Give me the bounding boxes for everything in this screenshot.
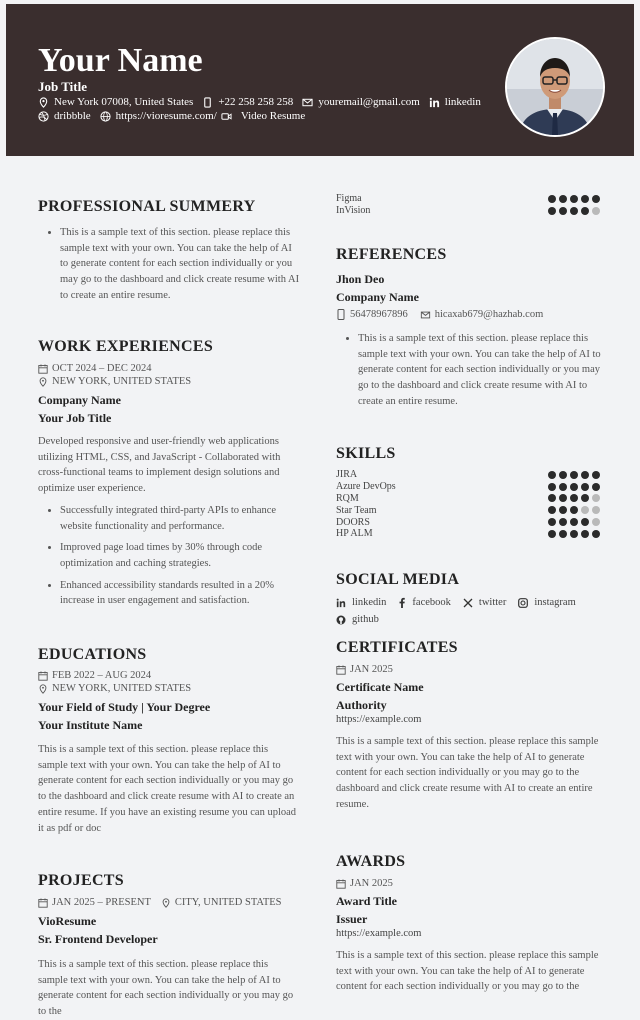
references-section [336, 246, 602, 416]
education-location-text: NEW YORK, UNITED STATES [52, 683, 192, 694]
location-pin-icon [38, 97, 49, 108]
skill-rating [548, 471, 600, 479]
skill-name: DOORS [336, 516, 370, 528]
work-heading: WORK EXPERIENCES [38, 338, 214, 355]
contact-phone: +22 258 258 258 [218, 96, 294, 108]
rating-dot-filled [581, 518, 589, 526]
mail-icon [420, 310, 431, 320]
work-description: Developed responsive and user-friendly web applications utilizing HTML, CSS, and JavaScript - Collaborated with cross-functional teams to implement design solutions and optimize user experience. [38, 436, 281, 495]
skill-row [336, 205, 602, 217]
calendar-icon [336, 665, 346, 675]
education-section [38, 646, 300, 836]
rating-dot-filled [548, 195, 556, 203]
reference-company: Company Name [336, 290, 419, 304]
skill-rating [548, 530, 600, 538]
reference-contact [336, 308, 602, 321]
rating-dot-filled [548, 506, 556, 514]
project-text: This is a sample text of this section. please replace this sample text with your own. You can take the help of AI to generate content for each section individually or you may go to the [38, 959, 294, 1018]
work-role: Your Job Title [38, 411, 112, 425]
skill-row [336, 493, 602, 505]
education-location [38, 682, 300, 695]
certificate-date-text: JAN 2025 [350, 664, 393, 675]
awards-section [336, 853, 602, 995]
social-linkedin[interactable] [336, 597, 386, 608]
skill-name: Star Team [336, 504, 377, 516]
social-instagram-label: instagram [534, 597, 576, 608]
skill-row [336, 193, 602, 205]
linkedin-icon [429, 97, 440, 108]
rating-dot-filled [570, 483, 578, 491]
social-facebook[interactable] [398, 597, 450, 608]
skill-name: JIRA [336, 469, 358, 481]
certificate-text: This is a sample text of this section. please replace this sample text with your own. You can take the help of AI to generate content for each section individually or you may go to the dashboard and click create resume with AI to create an entire resume. [336, 736, 599, 810]
skill-rating [548, 483, 600, 491]
award-date-text: JAN 2025 [350, 878, 393, 889]
award-url[interactable]: https://example.com [336, 928, 422, 939]
summary-heading: PROFESSIONAL SUMMERY [38, 198, 256, 215]
skill-name: Figma [336, 193, 362, 205]
social-instagram[interactable] [518, 597, 575, 608]
rating-dot-filled [592, 471, 600, 479]
certificate-url[interactable]: https://example.com [336, 714, 422, 725]
rating-dot-filled [559, 471, 567, 479]
skills-section [336, 445, 602, 540]
award-title: Award Title [336, 894, 398, 908]
contact-email[interactable]: youremail@gmail.com [318, 96, 420, 108]
rating-dot-filled [548, 530, 556, 538]
rating-dot-filled [592, 195, 600, 203]
location-pin-icon [38, 684, 48, 694]
phone-icon [202, 97, 213, 108]
reference-phone: 56478967896 [350, 309, 408, 320]
rating-dot-filled [570, 506, 578, 514]
summary-text: • This is a sample text of this section. please replace this sample text with your own. You can take the help of AI to generate content for each section individually or you may go to the dashboard and click create resume with AI to create an entire resume. [60, 225, 300, 304]
award-issuer: Issuer [336, 912, 368, 926]
work-location-text: NEW YORK, UNITED STATES [52, 376, 192, 387]
project-location: CITY, UNITED STATES [174, 897, 282, 908]
rating-dot-filled [559, 195, 567, 203]
skill-row [336, 469, 602, 481]
rating-dot-filled [592, 530, 600, 538]
skill-name: RQM [336, 492, 359, 504]
candidate-name: Your Name [38, 42, 203, 79]
work-bullet: • Enhanced accessibility standards resulted in a 20% increase in user engagement and satisfaction. [60, 578, 300, 609]
work-company: Company Name [38, 393, 121, 407]
social-facebook-label: facebook [412, 597, 451, 608]
reference-list [336, 331, 602, 410]
skill-row [336, 528, 602, 540]
rating-dot-filled [548, 471, 556, 479]
certificates-heading: CERTIFICATES [336, 639, 458, 656]
social-linkedin-label: linkedin [352, 597, 387, 608]
certificate-name: Certificate Name [336, 680, 424, 694]
work-bullets [38, 503, 300, 609]
skill-name: HP ALM [336, 528, 373, 540]
contact-video-resume[interactable]: Video Resume [240, 110, 306, 122]
rating-dot-filled [559, 506, 567, 514]
mail-icon [302, 97, 313, 108]
location-pin-icon [161, 898, 171, 908]
contact-row-1 [38, 96, 490, 108]
rating-dot-filled [559, 483, 567, 491]
skill-rating [548, 195, 600, 203]
education-date [38, 669, 300, 682]
x-twitter-icon [463, 598, 473, 608]
education-text: This is a sample text of this section. please replace this sample text with your own. You can take the help of AI to generate content for each section individually or you may go to the dashboard and click create resume with AI to create an entire resume. If you have an existing resume you can upload it as pdf or doc [38, 744, 297, 834]
rating-dot-filled [581, 494, 589, 502]
education-institute: Your Institute Name [38, 718, 143, 732]
rating-dot-filled [570, 518, 578, 526]
skill-rating [548, 518, 600, 526]
social-heading: SOCIAL MEDIA [336, 571, 460, 588]
contact-dribbble[interactable]: dribbble [54, 110, 91, 122]
rating-dot-filled [581, 530, 589, 538]
projects-heading: PROJECTS [38, 872, 124, 889]
globe-icon [100, 111, 111, 122]
rating-dot-filled [581, 483, 589, 491]
project-date: JAN 2025 – PRESENT [52, 897, 151, 908]
rating-dot-filled [559, 530, 567, 538]
avatar-illustration [507, 39, 603, 135]
contact-address: New York 07008, United States [54, 96, 194, 108]
references-heading: REFERENCES [336, 246, 447, 263]
reference-email[interactable]: hicaxab679@hazhab.com [434, 309, 544, 320]
skills-list [336, 469, 602, 540]
github-icon [336, 615, 346, 625]
social-section [336, 571, 602, 631]
work-bullet: • Improved page load times by 30% through code optimization and caching strategies. [60, 540, 300, 571]
rating-dot-empty [592, 506, 600, 514]
rating-dot-filled [548, 207, 556, 215]
resume-header [6, 4, 634, 156]
social-links [336, 597, 602, 631]
rating-dot-empty [592, 494, 600, 502]
work-section [38, 338, 300, 615]
skills-heading: SKILLS [336, 445, 396, 462]
education-date-text: FEB 2022 – AUG 2024 [52, 670, 152, 681]
awards-heading: AWARDS [336, 853, 406, 870]
skill-name: Azure DevOps [336, 481, 396, 493]
calendar-icon [38, 898, 48, 908]
calendar-icon [38, 671, 48, 681]
video-icon [221, 111, 232, 122]
award-text: This is a sample text of this section. please replace this sample text with your own. You can take the help of AI to generate content for each section individually or you may go to the [336, 950, 599, 993]
skill-row [336, 481, 602, 493]
linkedin-icon [336, 598, 346, 608]
rating-dot-filled [548, 494, 556, 502]
phone-icon [336, 309, 346, 320]
profile-photo [505, 37, 605, 137]
certificate-authority: Authority [336, 698, 387, 712]
rating-dot-filled [581, 207, 589, 215]
reference-text: • This is a sample text of this section. please replace this sample text with your own. You can take the help of AI to generate content for each section individually or you may go to the dashboard and click create resume with AI to create an entire resume. [358, 331, 602, 410]
social-twitter-label: twitter [478, 597, 507, 608]
education-degree: Your Field of Study | Your Degree [38, 700, 211, 714]
calendar-icon [38, 364, 48, 374]
skill-rating [548, 506, 600, 514]
projects-section [38, 872, 300, 1020]
top-skills [336, 193, 602, 217]
reference-name: Jhon Deo [336, 272, 385, 286]
location-pin-icon [38, 377, 48, 387]
rating-dot-empty [592, 207, 600, 215]
education-heading: EDUCATIONS [38, 646, 147, 663]
certificate-date [336, 663, 602, 676]
skill-rating [548, 494, 600, 502]
rating-dot-filled [570, 207, 578, 215]
summary-section [38, 198, 300, 310]
rating-dot-filled [570, 471, 578, 479]
rating-dot-filled [548, 518, 556, 526]
work-date [38, 362, 300, 375]
summary-list [38, 225, 300, 304]
skill-row [336, 504, 602, 516]
rating-dot-filled [592, 483, 600, 491]
contact-linkedin[interactable]: linkedin [444, 96, 481, 108]
social-twitter[interactable] [463, 597, 506, 608]
rating-dot-filled [559, 494, 567, 502]
rating-dot-filled [570, 195, 578, 203]
project-meta [38, 896, 300, 909]
rating-dot-empty [581, 506, 589, 514]
contact-row-2 [38, 110, 314, 122]
rating-dot-filled [581, 471, 589, 479]
instagram-icon [518, 598, 528, 608]
project-name: VioResume [38, 914, 97, 928]
rating-dot-filled [570, 530, 578, 538]
candidate-job-title: Job Title [38, 79, 88, 94]
work-bullet: • Successfully integrated third-party APIs to enhance website functionality and performance. [60, 503, 300, 534]
social-github[interactable] [336, 614, 379, 625]
rating-dot-filled [559, 518, 567, 526]
skill-row [336, 516, 602, 528]
rating-dot-filled [559, 207, 567, 215]
social-github-label: github [352, 614, 379, 625]
calendar-icon [336, 879, 346, 889]
rating-dot-filled [548, 483, 556, 491]
project-role: Sr. Frontend Developer [38, 932, 158, 946]
certificates-section [336, 639, 602, 813]
rating-dot-filled [581, 195, 589, 203]
award-date [336, 877, 602, 890]
work-date-text: OCT 2024 – DEC 2024 [52, 363, 152, 374]
contact-website[interactable]: https://vioresume.com/ [115, 110, 217, 122]
skill-name: InVision [336, 205, 371, 217]
work-location [38, 375, 300, 388]
dribbble-icon [38, 111, 49, 122]
skill-rating [548, 207, 600, 215]
facebook-icon [398, 597, 406, 608]
rating-dot-empty [592, 518, 600, 526]
rating-dot-filled [570, 494, 578, 502]
